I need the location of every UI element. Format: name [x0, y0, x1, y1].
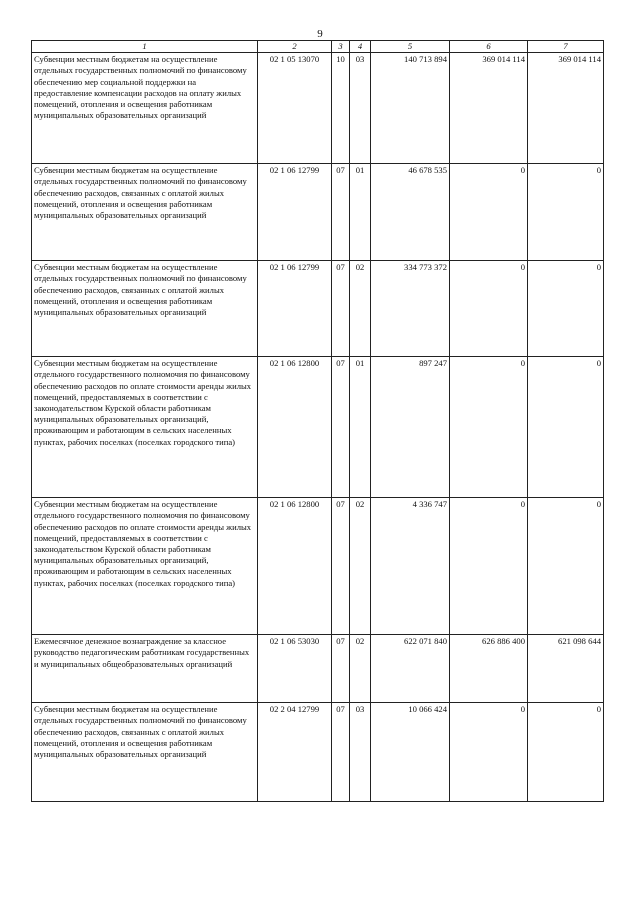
row-code: 02 2 04 12799	[258, 703, 332, 802]
row-value-5: 897 247	[371, 357, 450, 498]
row-code: 02 1 05 13070	[258, 53, 332, 164]
row-value-6: 0	[450, 498, 528, 635]
row-section: 07	[332, 703, 350, 802]
header-row	[32, 41, 604, 53]
header-col-3: 3	[332, 41, 350, 53]
header-col-5: 5	[371, 41, 450, 53]
row-subsection: 02	[350, 261, 371, 357]
row-section: 07	[332, 498, 350, 635]
row-value-7: 369 014 114	[528, 53, 604, 164]
table-row	[32, 498, 604, 635]
header-col-2: 2	[258, 41, 332, 53]
row-value-5: 140 713 894	[371, 53, 450, 164]
row-value-7: 621 098 644	[528, 635, 604, 703]
row-name: Субвенции местным бюджетам на осуществление отдельного государственного полномочия по финансовому обеспечению расходов по оплате стоимости аренды жилых помещений, предоставляемых в соответствии с законодательством Курской области работникам муниципальных образовательных организаций, проживающим и работающим в сельских населенных пунктах, рабочих поселках (поселках городского типа)	[32, 357, 258, 498]
row-subsection: 03	[350, 53, 371, 164]
row-value-5: 46 678 535	[371, 164, 450, 261]
row-value-7: 0	[528, 357, 604, 498]
row-name: Субвенции местным бюджетам на осуществление отдельного государственного полномочия по финансовому обеспечению расходов по оплате стоимости аренды жилых помещений, предоставляемых в соответствии с законодательством Курской области работникам муниципальных образовательных организаций, проживающим и работающим в сельских населенных пунктах, рабочих поселках (поселках городского типа)	[32, 498, 258, 635]
row-section: 07	[332, 635, 350, 703]
row-code: 02 1 06 12799	[258, 164, 332, 261]
row-subsection: 02	[350, 498, 371, 635]
table-row	[32, 261, 604, 357]
row-value-6: 626 886 400	[450, 635, 528, 703]
row-name: Субвенции местным бюджетам на осуществление отдельных государственных полномочий по финансовому обеспечению расходов, связанных с оплатой жилых помещений, отопления и освещения работникам муниципальных образовательных организаций	[32, 261, 258, 357]
header-col-1: 1	[32, 41, 258, 53]
row-value-7: 0	[528, 703, 604, 802]
row-code: 02 1 06 12800	[258, 498, 332, 635]
row-code: 02 1 06 12799	[258, 261, 332, 357]
row-section: 10	[332, 53, 350, 164]
row-name: Субвенции местным бюджетам на осуществление отдельных государственных полномочий по финансовому обеспечению расходов, связанных с оплатой жилых помещений, отопления и освещения работникам муниципальных образовательных организаций	[32, 703, 258, 802]
header-col-6: 6	[450, 41, 528, 53]
row-value-6: 0	[450, 357, 528, 498]
row-subsection: 01	[350, 164, 371, 261]
table-row	[32, 703, 604, 802]
row-subsection: 03	[350, 703, 371, 802]
row-value-5: 4 336 747	[371, 498, 450, 635]
row-value-5: 334 773 372	[371, 261, 450, 357]
row-value-6: 369 014 114	[450, 53, 528, 164]
row-name: Субвенции местным бюджетам на осуществление отдельных государственных полномочий по финансовому обеспечению расходов, связанных с оплатой жилых помещений, отопления и освещения работникам муниципальных образовательных организаций	[32, 164, 258, 261]
row-value-5: 622 071 840	[371, 635, 450, 703]
row-code: 02 1 06 12800	[258, 357, 332, 498]
table-row	[32, 357, 604, 498]
row-section: 07	[332, 164, 350, 261]
budget-table	[31, 40, 604, 802]
table-row	[32, 53, 604, 164]
row-value-6: 0	[450, 703, 528, 802]
row-value-7: 0	[528, 498, 604, 635]
row-subsection: 02	[350, 635, 371, 703]
row-value-5: 10 066 424	[371, 703, 450, 802]
row-value-6: 0	[450, 164, 528, 261]
header-col-4: 4	[350, 41, 371, 53]
row-value-7: 0	[528, 261, 604, 357]
header-col-7: 7	[528, 41, 604, 53]
table-row	[32, 164, 604, 261]
row-name: Субвенции местным бюджетам на осуществление отдельных государственных полномочий по финансовому обеспечению мер социальной поддержки на предоставление компенсации расходов на оплату жилых помещений, отопления и освещения работникам муниципальных образовательных организаций	[32, 53, 258, 164]
table-row	[32, 635, 604, 703]
row-value-7: 0	[528, 164, 604, 261]
row-section: 07	[332, 357, 350, 498]
row-value-6: 0	[450, 261, 528, 357]
row-subsection: 01	[350, 357, 371, 498]
row-code: 02 1 06 53030	[258, 635, 332, 703]
row-section: 07	[332, 261, 350, 357]
page-number: 9	[317, 28, 323, 40]
row-name: Ежемесячное денежное вознаграждение за классное руководство педагогическим работникам государственных и муниципальных общеобразовательных организаций	[32, 635, 258, 703]
